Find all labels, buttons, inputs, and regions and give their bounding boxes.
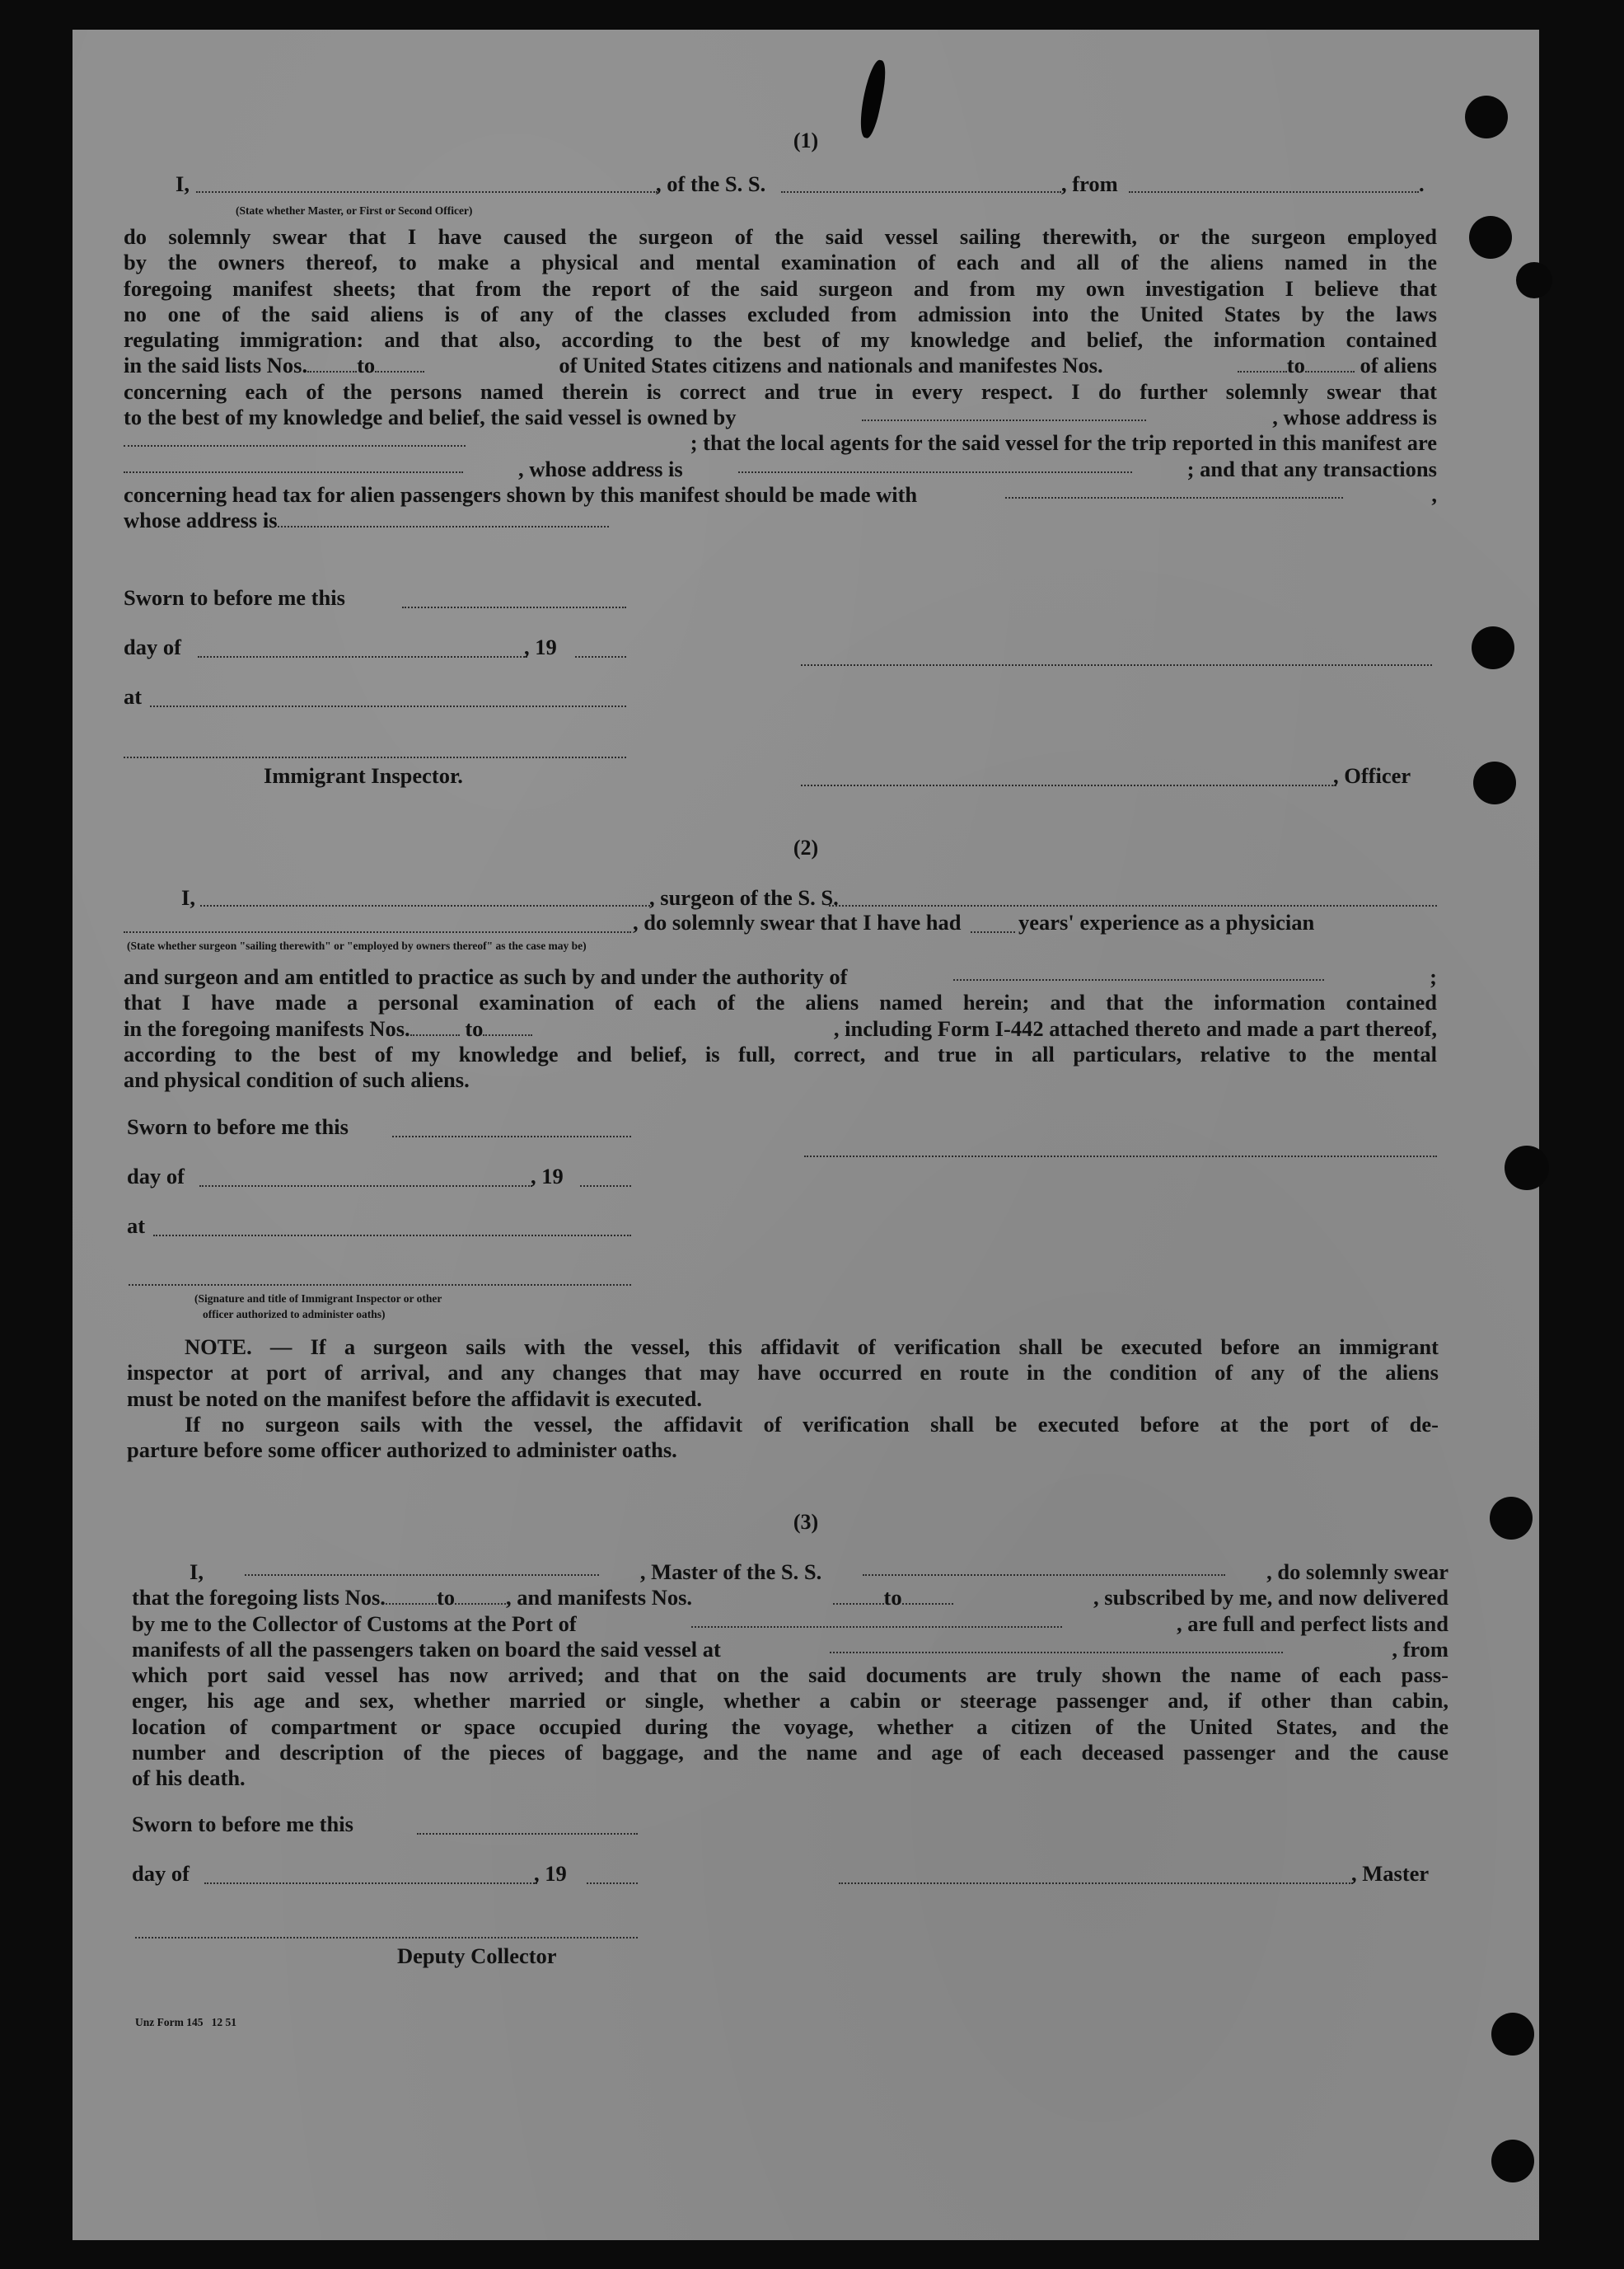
s1-line-1: do solemnly swear that I have caused the surgeon of the said vessel sailing therewith, or the surgeon employed (124, 224, 1437, 249)
punch-hole (1473, 762, 1516, 804)
departure-port-field[interactable] (1129, 191, 1419, 193)
at-label: at (124, 684, 143, 709)
master-label: , Master (1351, 1861, 1430, 1886)
day-of-label: day of (124, 635, 181, 659)
at-label: at (127, 1213, 146, 1238)
label-years-experience: years' experience as a physician (1018, 910, 1315, 935)
surgeon-signature-line[interactable] (804, 1156, 1437, 1157)
s3-vessel-field[interactable] (863, 1559, 1225, 1576)
section-number: (2) (793, 836, 819, 860)
day-of-label: day of (132, 1861, 190, 1886)
headtax-address-field[interactable] (278, 511, 609, 527)
ink-mark (855, 59, 889, 139)
s3-line-1: which port said vessel has now arrived; and that on the said documents are truly shown the name of each pass- (132, 1662, 1448, 1688)
agents-address-field[interactable] (738, 457, 1132, 473)
s3-collector-line: by me to the Collector of Customs at the Port of , are full and perfect lists and (132, 1610, 1448, 1636)
no-surgeon-line-2: parture before some officer authorized to administer oaths. (127, 1437, 677, 1463)
sig-note-1: (Signature and title of Immigrant Inspector or other (194, 1292, 442, 1305)
s2-exam-line: that I have made a personal examination of each of the aliens named herein; and that the information contained (124, 990, 1437, 1015)
s3-intro-line: I, , Master of the S. S. , do solemnly swear (190, 1559, 1448, 1584)
s3-lists-line: that the foregoing lists Nos. to , and manifests Nos. to , subscribed by me, and now delivered (132, 1585, 1448, 1610)
s2-according-line: according to the best of my knowledge and belief, is full, correct, and true in all particulars, relative to the mental (124, 1041, 1437, 1067)
surgeon-name-field[interactable] (200, 905, 653, 907)
year-label: , 19 (524, 635, 557, 659)
year-label: , 19 (534, 1861, 567, 1886)
form-id: Unz Form 145 12 51 (135, 2016, 236, 2028)
sworn-label: Sworn to before me this (127, 1114, 349, 1139)
punch-hole (1491, 2140, 1534, 2182)
intro-label: I, (176, 171, 190, 196)
officer-signature-line[interactable] (801, 664, 1432, 666)
alien-manifest-from-field[interactable] (1238, 356, 1287, 373)
s3-list-from-field[interactable] (386, 1588, 437, 1605)
manifest-to-field[interactable] (483, 1020, 532, 1036)
s2-year-field[interactable] (580, 1185, 631, 1187)
note-line-3: must be noted on the manifest before the affidavit is executed. (127, 1385, 703, 1411)
embark-port-field[interactable] (830, 1637, 1283, 1653)
s1-owned-line: to the best of my knowledge and belief, the said vessel is owned by , whose address is (124, 405, 1437, 430)
year-label: , 19 (531, 1164, 564, 1188)
punch-hole (1491, 2013, 1534, 2056)
day-of-label: day of (127, 1164, 185, 1188)
citizen-list-from-field[interactable] (307, 356, 357, 373)
no-surgeon-line-1: If no surgeon sails with the vessel, the affidavit of verification shall be executed before at the port of de- (185, 1411, 1439, 1437)
label-from: , from (1061, 171, 1118, 196)
inspector-label: Immigrant Inspector. (264, 763, 463, 788)
note-line-1: NOTE. — If a surgeon sails with the vessel, this affidavit of verification shall be executed before an immigrant (185, 1334, 1439, 1359)
years-experience-field[interactable] (971, 931, 1015, 933)
s3-taken-line: manifests of all the passengers taken on board the said vessel at , from (132, 1636, 1448, 1662)
s1-lists-line: in the said lists Nos. to of United States citizens and nationals and manifestes Nos. to of aliens (124, 353, 1437, 378)
s3-list-to-field[interactable] (455, 1588, 506, 1605)
s1-agents-line: ; that the local agents for the said vessel for the trip reported in this manifest are (124, 430, 1437, 456)
punch-hole (1505, 1146, 1549, 1190)
intro-label: I, (181, 885, 195, 910)
s2-manifests-line: in the foregoing manifests Nos. to , including Form I-442 attached thereto and made a part thereof, (124, 1015, 1437, 1041)
headtax-contact-field[interactable] (1005, 482, 1343, 499)
sig-note-2: officer authorized to administer oaths) (203, 1308, 386, 1320)
surgeon-status-field[interactable] (124, 931, 631, 933)
alien-manifest-to-field[interactable] (1305, 356, 1355, 373)
period: . (1419, 171, 1425, 196)
s3-manifest-from-field[interactable] (833, 1588, 884, 1605)
s1-line-concerning: concerning each of the persons named therein is correct and true in every respect. I do further solemnly swear that (124, 378, 1437, 404)
s2-sworn-date-field[interactable] (392, 1136, 631, 1137)
s3-line-3: location of compartment or space occupied during the voyage, whether a citizen of the United States, and the (132, 1713, 1448, 1739)
s2-vessel-field[interactable] (829, 905, 1437, 907)
officer-hint: (State whether Master, or First or Second Officer) (236, 204, 473, 217)
officer-title-line[interactable] (801, 785, 1336, 786)
inspector-signature-line[interactable] (124, 757, 626, 758)
deputy-label: Deputy Collector (397, 1943, 557, 1968)
manifest-from-field[interactable] (410, 1020, 460, 1036)
form-page (73, 30, 1539, 2240)
citizen-list-to-field[interactable] (375, 356, 424, 373)
s3-line-2: enger, his age and sex, whether married or single, whether a cabin or steerage passenger and, if other than cabin, (132, 1688, 1448, 1713)
arrival-port-field[interactable] (691, 1611, 1062, 1628)
owner-address-field[interactable] (124, 430, 466, 447)
s2-inspector-signature-line[interactable] (129, 1284, 631, 1286)
section-number: (3) (793, 1510, 819, 1534)
year-field[interactable] (575, 656, 626, 658)
note-line-2: inspector at port of arrival, and any changes that may have occurred en route in the condition of any of the aliens (127, 1360, 1439, 1385)
master-name-field[interactable] (245, 1559, 599, 1576)
s3-line-4: number and description of the pieces of baggage, and the name and age of each deceased passenger and the cause (132, 1740, 1448, 1765)
s1-line-5: regulating immigration: and that also, according to the best of my knowledge and belief, the information contained (124, 327, 1437, 353)
s3-year-field[interactable] (587, 1882, 638, 1884)
label-of-the-ss: , of the S. S. (656, 171, 766, 196)
vessel-name-field[interactable] (781, 191, 1061, 193)
agents-field[interactable] (124, 457, 463, 473)
authority-field[interactable] (953, 964, 1324, 981)
s2-place-field[interactable] (153, 1235, 631, 1236)
s1-headtax-line: concerning head tax for alien passengers shown by this manifest should be made with , (124, 481, 1437, 507)
s2-condition-line: and physical condition of such aliens. (124, 1067, 470, 1093)
label-surgeon-of: , surgeon of the S. S. (649, 885, 839, 910)
month-field[interactable] (198, 656, 527, 658)
officer-label: , Officer (1333, 763, 1411, 788)
section-number: (1) (793, 129, 819, 152)
place-field[interactable] (150, 706, 626, 707)
s3-last-line: of his death. (132, 1765, 246, 1791)
s2-month-field[interactable] (199, 1185, 532, 1187)
label-solemnly-swear: , do solemnly swear that I have had (633, 910, 962, 935)
sworn-label: Sworn to before me this (124, 585, 345, 610)
surgeon-hint: (State whether surgeon "sailing therewith" or "employed by owners thereof" as the case may be) (127, 940, 587, 952)
s1-address-line: , whose address is ; and that any transactions (124, 457, 1437, 482)
s3-month-field[interactable] (204, 1882, 537, 1884)
deputy-signature-line[interactable] (135, 1937, 638, 1938)
s1-whose-address: whose address is (124, 508, 1590, 533)
s1-line-4: no one of the said aliens is of any of the classes excluded from admission into the United States by the laws (124, 301, 1437, 326)
punch-hole (1472, 626, 1514, 669)
owner-field[interactable] (862, 405, 1146, 421)
s3-manifest-to-field[interactable] (902, 1588, 953, 1605)
s3-sworn-date-field[interactable] (417, 1833, 638, 1835)
s1-line-3: foregoing manifest sheets; that from the report of the said surgeon and from my own investigation I believe that (124, 275, 1437, 301)
officer-name-field[interactable] (196, 191, 658, 193)
sworn-date-field[interactable] (402, 607, 626, 608)
s1-line-2: by the owners thereof, to make a physical and mental examination of each and all of the aliens named in the (124, 250, 1437, 275)
s2-authority-line: and surgeon and am entitled to practice as such by and under the authority of ; (124, 964, 1437, 989)
sworn-label: Sworn to before me this (132, 1812, 353, 1836)
master-signature-line[interactable] (839, 1882, 1353, 1884)
